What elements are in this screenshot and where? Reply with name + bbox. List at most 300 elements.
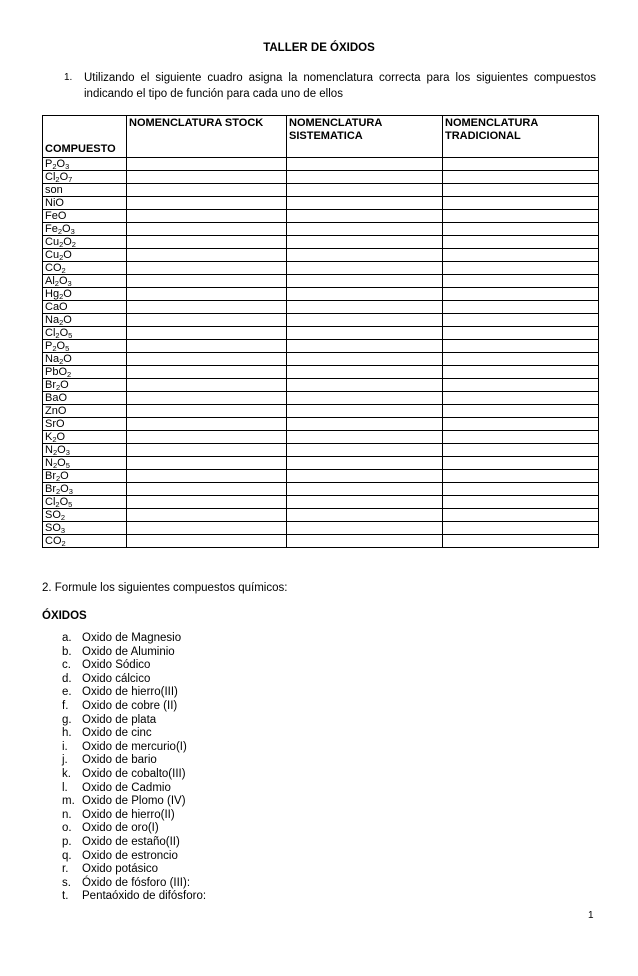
formula-subscript: 2 bbox=[59, 292, 64, 301]
formula-subscript: 5 bbox=[65, 461, 70, 470]
list-item bbox=[62, 754, 206, 768]
sistematica-answer-cell[interactable] bbox=[287, 288, 443, 301]
table-row bbox=[43, 483, 599, 496]
list-item-text: Oxido de bario bbox=[82, 754, 157, 767]
list-item-text: Oxido potásico bbox=[82, 863, 159, 876]
list-item bbox=[62, 809, 206, 823]
compound-cell bbox=[43, 405, 127, 418]
stock-answer-cell[interactable] bbox=[127, 197, 287, 210]
list-item-letter: c. bbox=[62, 659, 71, 672]
formula-text: O bbox=[63, 236, 72, 248]
formula-text: CaO bbox=[45, 301, 68, 313]
formula-subscript: 5 bbox=[68, 500, 73, 509]
list-item bbox=[62, 836, 206, 850]
table-row bbox=[43, 353, 599, 366]
table-row bbox=[43, 418, 599, 431]
list-item-letter: m. bbox=[62, 795, 75, 808]
stock-answer-cell[interactable] bbox=[127, 392, 287, 405]
list-item-text: Oxido de Magnesio bbox=[82, 632, 182, 644]
compound-cell bbox=[43, 392, 127, 405]
formula-subscript: 5 bbox=[68, 331, 73, 340]
list-item bbox=[62, 741, 206, 755]
compound-cell bbox=[43, 314, 127, 327]
stock-answer-cell[interactable] bbox=[127, 288, 287, 301]
list-item-letter: l. bbox=[62, 781, 68, 794]
sistematica-answer-cell[interactable] bbox=[287, 275, 443, 288]
formula-text: O bbox=[63, 353, 72, 365]
compound-cell bbox=[43, 431, 127, 444]
table-row bbox=[43, 210, 599, 223]
tradicional-answer-cell[interactable] bbox=[443, 483, 599, 496]
formula-subscript: 2 bbox=[54, 279, 59, 288]
list-item bbox=[62, 632, 206, 646]
formula-text: O bbox=[59, 496, 69, 508]
tradicional-answer-cell[interactable] bbox=[443, 496, 599, 509]
formula-text: Al bbox=[45, 275, 55, 287]
tradicional-answer-cell[interactable] bbox=[443, 535, 599, 548]
formula-text: O bbox=[56, 158, 66, 170]
tradicional-answer-cell[interactable] bbox=[443, 431, 599, 444]
sistematica-answer-cell[interactable] bbox=[287, 171, 443, 184]
formula-text: P bbox=[45, 340, 53, 352]
formula-text: BaO bbox=[45, 392, 68, 404]
sistematica-answer-cell[interactable] bbox=[287, 392, 443, 405]
formula-text: O bbox=[60, 470, 69, 482]
list-item-letter: o. bbox=[62, 822, 72, 835]
sistematica-answer-cell[interactable] bbox=[287, 184, 443, 197]
stock-answer-cell[interactable] bbox=[127, 457, 287, 470]
formula-subscript: 2 bbox=[61, 539, 66, 548]
formula-text: O bbox=[59, 171, 69, 183]
stock-answer-cell[interactable] bbox=[127, 405, 287, 418]
tradicional-answer-cell[interactable] bbox=[443, 275, 599, 288]
formula-text: SrO bbox=[45, 418, 65, 430]
formula-text: O bbox=[57, 457, 66, 469]
sistematica-answer-cell[interactable] bbox=[287, 236, 443, 249]
stock-answer-cell[interactable] bbox=[127, 366, 287, 379]
tradicional-answer-cell[interactable] bbox=[443, 301, 599, 314]
formula-subscript: 3 bbox=[65, 448, 70, 457]
formula-text: N bbox=[45, 457, 53, 469]
formula-subscript: 2 bbox=[56, 487, 61, 496]
list-item-letter: h. bbox=[62, 727, 72, 740]
header-compuesto: COMPUESTO bbox=[43, 116, 127, 158]
oxide-list bbox=[62, 632, 206, 904]
stock-answer-cell[interactable] bbox=[127, 470, 287, 483]
formula-text: O bbox=[57, 444, 66, 456]
stock-answer-cell[interactable] bbox=[127, 379, 287, 392]
compound-cell bbox=[43, 444, 127, 457]
formula-text: CO bbox=[45, 535, 62, 547]
formula-text: PbO bbox=[45, 366, 68, 378]
list-item-letter: g. bbox=[62, 713, 72, 726]
compound-cell bbox=[43, 171, 127, 184]
sistematica-answer-cell[interactable] bbox=[287, 379, 443, 392]
list-item-text: Oxido Sódico bbox=[82, 659, 151, 672]
compound-cell bbox=[43, 379, 127, 392]
formula-text: Cl bbox=[45, 327, 56, 339]
table-row bbox=[43, 158, 599, 171]
formula-text: P bbox=[45, 158, 53, 170]
compound-cell bbox=[43, 236, 127, 249]
sistematica-answer-cell[interactable] bbox=[287, 444, 443, 457]
sistematica-answer-cell[interactable] bbox=[287, 470, 443, 483]
stock-answer-cell[interactable] bbox=[127, 262, 287, 275]
stock-answer-cell[interactable] bbox=[127, 158, 287, 171]
list-item-letter: r. bbox=[62, 863, 69, 876]
compound-cell bbox=[43, 301, 127, 314]
compound-cell bbox=[43, 457, 127, 470]
tradicional-answer-cell[interactable] bbox=[443, 249, 599, 262]
tradicional-answer-cell[interactable] bbox=[443, 470, 599, 483]
list-item bbox=[62, 795, 206, 809]
formula-text: son bbox=[45, 184, 63, 196]
formula-subscript: 2 bbox=[55, 175, 60, 184]
formula-text: Cl bbox=[45, 171, 56, 183]
table-body bbox=[43, 158, 599, 548]
list-item-letter: s. bbox=[62, 876, 71, 889]
formula-subscript: 2 bbox=[67, 370, 72, 379]
tradicional-answer-cell[interactable] bbox=[443, 509, 599, 522]
tradicional-answer-cell[interactable] bbox=[443, 210, 599, 223]
table-row bbox=[43, 496, 599, 509]
table-row bbox=[43, 223, 599, 236]
tradicional-answer-cell[interactable] bbox=[443, 379, 599, 392]
compound-cell bbox=[43, 366, 127, 379]
formula-text: O bbox=[58, 275, 68, 287]
list-item-text: Óxido de fósforo (III): bbox=[82, 876, 191, 889]
instruction-number: 1. bbox=[64, 72, 73, 83]
list-item-text: Oxido cálcico bbox=[82, 672, 151, 685]
formula-text: O bbox=[63, 288, 72, 300]
table-row bbox=[43, 301, 599, 314]
stock-answer-cell[interactable] bbox=[127, 223, 287, 236]
list-item-letter: t. bbox=[62, 890, 69, 903]
tradicional-answer-cell[interactable] bbox=[443, 262, 599, 275]
list-item-text: Oxido de estroncio bbox=[82, 849, 178, 862]
formula-subscript: 2 bbox=[59, 253, 64, 262]
formula-text: SO bbox=[45, 509, 61, 521]
formula-text: Fe bbox=[45, 223, 58, 235]
list-item-letter: p. bbox=[62, 835, 72, 848]
sistematica-answer-cell[interactable] bbox=[287, 301, 443, 314]
list-item bbox=[62, 673, 206, 687]
stock-answer-cell[interactable] bbox=[127, 431, 287, 444]
table-row bbox=[43, 405, 599, 418]
sistematica-answer-cell[interactable] bbox=[287, 509, 443, 522]
table-row bbox=[43, 366, 599, 379]
compound-cell bbox=[43, 275, 127, 288]
compound-cell bbox=[43, 184, 127, 197]
table-row bbox=[43, 171, 599, 184]
sistematica-answer-cell[interactable] bbox=[287, 210, 443, 223]
sistematica-answer-cell[interactable] bbox=[287, 353, 443, 366]
tradicional-answer-cell[interactable] bbox=[443, 184, 599, 197]
compound-cell bbox=[43, 249, 127, 262]
formula-subscript: 2 bbox=[52, 448, 58, 457]
stock-answer-cell[interactable] bbox=[127, 522, 287, 535]
list-item-letter: b. bbox=[62, 645, 72, 658]
list-item-text: Oxido de oro(I) bbox=[82, 822, 159, 835]
compound-cell bbox=[43, 353, 127, 366]
formula-subscript: 2 bbox=[52, 162, 57, 171]
tradicional-answer-cell[interactable] bbox=[443, 444, 599, 457]
formula-text: Br bbox=[45, 379, 56, 391]
sistematica-answer-cell[interactable] bbox=[287, 483, 443, 496]
sistematica-answer-cell[interactable] bbox=[287, 457, 443, 470]
tradicional-answer-cell[interactable] bbox=[443, 418, 599, 431]
tradicional-answer-cell[interactable] bbox=[443, 288, 599, 301]
sistematica-answer-cell[interactable] bbox=[287, 314, 443, 327]
list-item bbox=[62, 686, 206, 700]
table-header-row bbox=[43, 116, 599, 158]
formula-subscript: 2 bbox=[71, 240, 76, 249]
header-stock: NOMENCLATURA STOCK bbox=[127, 116, 287, 158]
table-row bbox=[43, 379, 599, 392]
formula-text: O bbox=[60, 379, 69, 391]
table-row bbox=[43, 470, 599, 483]
stock-answer-cell[interactable] bbox=[127, 418, 287, 431]
tradicional-answer-cell[interactable] bbox=[443, 171, 599, 184]
formula-text: O bbox=[62, 223, 71, 235]
stock-answer-cell[interactable] bbox=[127, 353, 287, 366]
section-2-heading: 2. Formule los siguientes compuestos químicos: bbox=[42, 582, 288, 594]
table-row bbox=[43, 522, 599, 535]
formula-text: Hg bbox=[45, 288, 60, 300]
table-row bbox=[43, 184, 599, 197]
list-item bbox=[62, 727, 206, 741]
list-item-letter: j. bbox=[62, 754, 68, 767]
formula-text: Na bbox=[45, 353, 60, 365]
stock-answer-cell[interactable] bbox=[127, 444, 287, 457]
formula-text: CO bbox=[45, 262, 62, 274]
header-sistematica: NOMENCLATURA SISTEMATICA bbox=[287, 116, 443, 158]
stock-answer-cell[interactable] bbox=[127, 210, 287, 223]
table-row bbox=[43, 444, 599, 457]
compound-cell bbox=[43, 496, 127, 509]
list-item-text: Oxido de Cadmio bbox=[82, 781, 171, 794]
formula-text: O bbox=[63, 314, 72, 326]
list-item bbox=[62, 768, 206, 782]
sistematica-answer-cell[interactable] bbox=[287, 158, 443, 171]
table-row bbox=[43, 392, 599, 405]
list-item-text: Oxido de cobre (II) bbox=[82, 699, 178, 712]
compound-cell bbox=[43, 535, 127, 548]
table-row bbox=[43, 236, 599, 249]
table-row bbox=[43, 509, 599, 522]
list-item-text: Oxido de hierro(II) bbox=[82, 808, 175, 821]
formula-subscript: 2 bbox=[55, 500, 60, 509]
list-item bbox=[62, 863, 206, 877]
formula-text: Br bbox=[45, 470, 56, 482]
table-row bbox=[43, 288, 599, 301]
formula-text: O bbox=[60, 483, 69, 495]
list-item bbox=[62, 822, 206, 836]
stock-answer-cell[interactable] bbox=[127, 301, 287, 314]
formula-text: O bbox=[63, 249, 72, 261]
list-item-letter: i. bbox=[62, 740, 68, 753]
list-item-letter: n. bbox=[62, 808, 72, 821]
list-item-text: Oxido de plata bbox=[82, 713, 157, 726]
tradicional-answer-cell[interactable] bbox=[443, 158, 599, 171]
list-item bbox=[62, 659, 206, 673]
instruction-text: Utilizando el siguiente cuadro asigna la nomenclatura correcta para los siguientes compuestos indicando el tipo de función para cada uno de ellos bbox=[84, 72, 596, 100]
formula-subscript: 2 bbox=[52, 435, 57, 444]
formula-subscript: 2 bbox=[55, 331, 60, 340]
list-item bbox=[62, 877, 206, 891]
compound-cell bbox=[43, 262, 127, 275]
table-row bbox=[43, 249, 599, 262]
sistematica-answer-cell[interactable] bbox=[287, 262, 443, 275]
compound-cell bbox=[43, 223, 127, 236]
sistematica-answer-cell[interactable] bbox=[287, 197, 443, 210]
formula-subscript: 5 bbox=[65, 344, 70, 353]
tradicional-answer-cell[interactable] bbox=[443, 405, 599, 418]
tradicional-answer-cell[interactable] bbox=[443, 197, 599, 210]
list-item bbox=[62, 890, 206, 904]
formula-subscript: 3 bbox=[68, 487, 73, 496]
stock-answer-cell[interactable] bbox=[127, 340, 287, 353]
tradicional-answer-cell[interactable] bbox=[443, 366, 599, 379]
stock-answer-cell[interactable] bbox=[127, 184, 287, 197]
formula-text: Cu bbox=[45, 236, 60, 248]
compound-cell bbox=[43, 197, 127, 210]
sistematica-answer-cell[interactable] bbox=[287, 223, 443, 236]
formula-text: Na bbox=[45, 314, 60, 326]
tradicional-answer-cell[interactable] bbox=[443, 522, 599, 535]
compound-cell bbox=[43, 158, 127, 171]
formula-subscript: 3 bbox=[65, 162, 70, 171]
list-item bbox=[62, 700, 206, 714]
tradicional-answer-cell[interactable] bbox=[443, 327, 599, 340]
list-item-text: Oxido de Plomo (IV) bbox=[82, 795, 186, 808]
formula-subscript: 3 bbox=[67, 279, 72, 288]
stock-answer-cell[interactable] bbox=[127, 483, 287, 496]
list-item-text: Oxido de cobalto(III) bbox=[82, 767, 186, 780]
list-item-text: Oxido de cinc bbox=[82, 727, 152, 740]
table-row bbox=[43, 340, 599, 353]
sistematica-answer-cell[interactable] bbox=[287, 496, 443, 509]
list-item bbox=[62, 850, 206, 864]
table-row bbox=[43, 197, 599, 210]
table-row bbox=[43, 431, 599, 444]
formula-text: Br bbox=[45, 483, 56, 495]
table-row bbox=[43, 275, 599, 288]
formula-subscript: 2 bbox=[52, 344, 57, 353]
list-item-text: Oxido de hierro(III) bbox=[82, 686, 178, 699]
table-row bbox=[43, 327, 599, 340]
tradicional-answer-cell[interactable] bbox=[443, 340, 599, 353]
formula-subscript: 3 bbox=[60, 526, 66, 535]
sistematica-answer-cell[interactable] bbox=[287, 249, 443, 262]
table-row bbox=[43, 457, 599, 470]
sistematica-answer-cell[interactable] bbox=[287, 431, 443, 444]
tradicional-answer-cell[interactable] bbox=[443, 236, 599, 249]
formula-text: K bbox=[45, 431, 53, 443]
oxides-heading: ÓXIDOS bbox=[42, 610, 87, 622]
stock-answer-cell[interactable] bbox=[127, 327, 287, 340]
header-tradicional: NOMENCLATURA TRADICIONAL bbox=[443, 116, 599, 158]
formula-subscript: 2 bbox=[59, 240, 64, 249]
tradicional-answer-cell[interactable] bbox=[443, 353, 599, 366]
formula-text: NiO bbox=[45, 197, 64, 209]
page-title: TALLER DE ÓXIDOS bbox=[263, 42, 375, 54]
list-item-text: Oxido de Aluminio bbox=[82, 645, 175, 658]
sistematica-answer-cell[interactable] bbox=[287, 340, 443, 353]
formula-text: Cl bbox=[45, 496, 56, 508]
stock-answer-cell[interactable] bbox=[127, 249, 287, 262]
table-row bbox=[43, 535, 599, 548]
table-row bbox=[43, 262, 599, 275]
list-item-letter: e. bbox=[62, 686, 72, 699]
compound-cell bbox=[43, 522, 127, 535]
formula-subscript: 2 bbox=[60, 513, 66, 522]
sistematica-answer-cell[interactable] bbox=[287, 327, 443, 340]
formula-text: SO bbox=[45, 522, 61, 534]
list-item-letter: a. bbox=[62, 632, 72, 644]
stock-answer-cell[interactable] bbox=[127, 275, 287, 288]
nomenclature-table bbox=[42, 115, 599, 548]
list-item-text: Oxido de mercurio(I) bbox=[82, 740, 187, 753]
stock-answer-cell[interactable] bbox=[127, 236, 287, 249]
formula-text: FeO bbox=[45, 210, 67, 222]
formula-text: O bbox=[59, 327, 69, 339]
stock-answer-cell[interactable] bbox=[127, 171, 287, 184]
formula-text: O bbox=[56, 340, 66, 352]
formula-text: N bbox=[45, 444, 53, 456]
sistematica-answer-cell[interactable] bbox=[287, 366, 443, 379]
list-item bbox=[62, 714, 206, 728]
list-item-letter: d. bbox=[62, 672, 72, 685]
tradicional-answer-cell[interactable] bbox=[443, 314, 599, 327]
list-item-letter: q. bbox=[62, 849, 72, 862]
compound-cell bbox=[43, 418, 127, 431]
formula-text: Cu bbox=[45, 249, 60, 261]
formula-subscript: 2 bbox=[56, 474, 61, 483]
formula-subscript: 3 bbox=[70, 227, 75, 236]
stock-answer-cell[interactable] bbox=[127, 496, 287, 509]
tradicional-answer-cell[interactable] bbox=[443, 223, 599, 236]
formula-subscript: 2 bbox=[59, 357, 64, 366]
list-item bbox=[62, 646, 206, 660]
sistematica-answer-cell[interactable] bbox=[287, 418, 443, 431]
compound-cell bbox=[43, 340, 127, 353]
compound-cell bbox=[43, 509, 127, 522]
formula-subscript: 2 bbox=[56, 383, 61, 392]
stock-answer-cell[interactable] bbox=[127, 314, 287, 327]
compound-cell bbox=[43, 288, 127, 301]
formula-subscript: 2 bbox=[52, 461, 58, 470]
sistematica-answer-cell[interactable] bbox=[287, 535, 443, 548]
tradicional-answer-cell[interactable] bbox=[443, 457, 599, 470]
stock-answer-cell[interactable] bbox=[127, 535, 287, 548]
formula-subscript: 2 bbox=[59, 318, 64, 327]
tradicional-answer-cell[interactable] bbox=[443, 392, 599, 405]
compound-cell bbox=[43, 327, 127, 340]
list-item-text: Oxido de estaño(II) bbox=[82, 835, 180, 848]
formula-subscript: 2 bbox=[57, 227, 63, 236]
formula-subscript: 2 bbox=[61, 266, 66, 275]
table-row bbox=[43, 314, 599, 327]
list-item bbox=[62, 782, 206, 796]
page-number: 1 bbox=[588, 910, 594, 921]
sistematica-answer-cell[interactable] bbox=[287, 522, 443, 535]
stock-answer-cell[interactable] bbox=[127, 509, 287, 522]
compound-cell bbox=[43, 470, 127, 483]
sistematica-answer-cell[interactable] bbox=[287, 405, 443, 418]
list-item-text: Pentaóxido de difósforo: bbox=[82, 890, 207, 903]
formula-text: O bbox=[56, 431, 66, 443]
